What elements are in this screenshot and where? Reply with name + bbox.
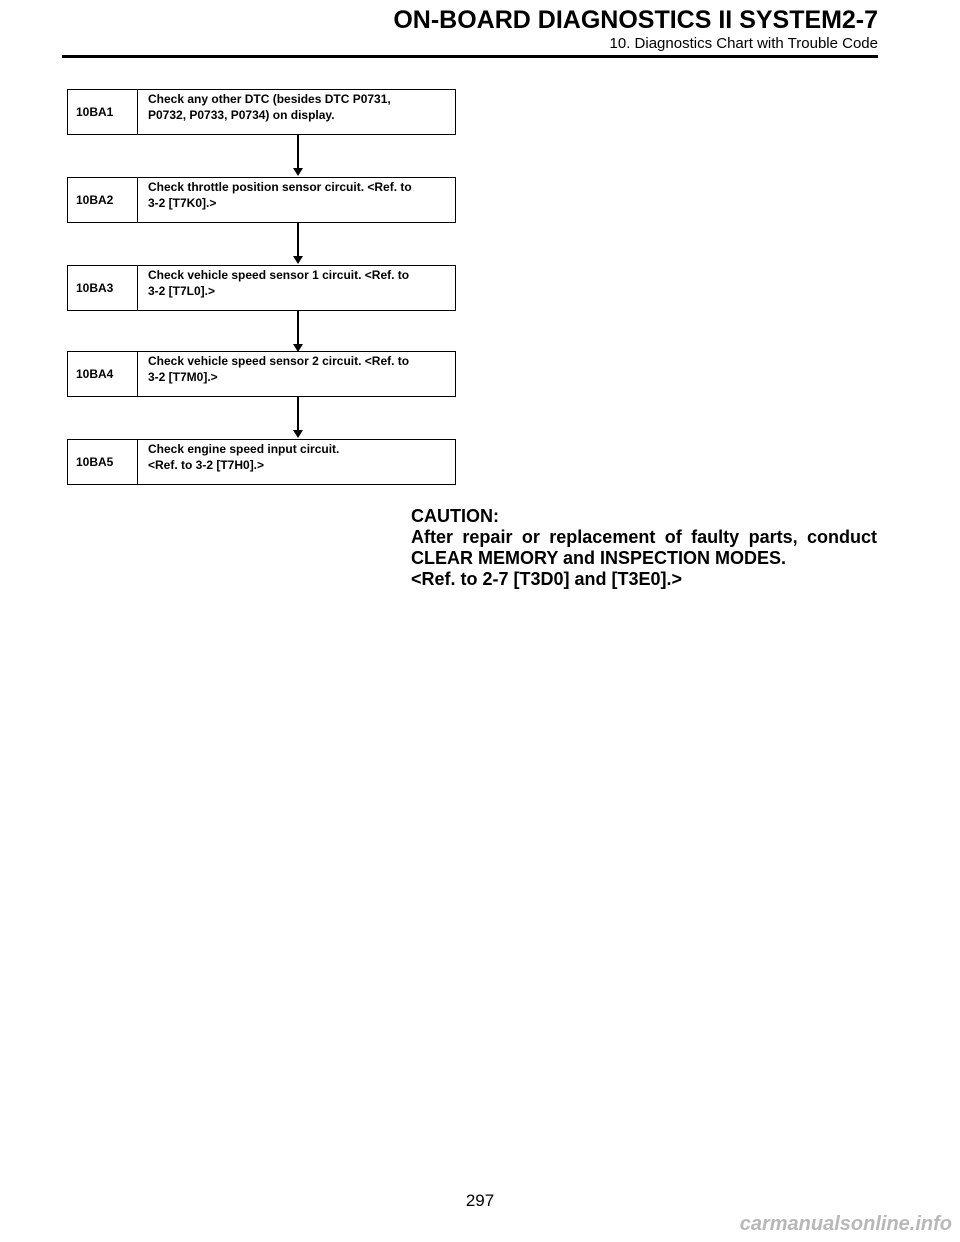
step-text-line: 3-2 [T7M0].> xyxy=(148,370,218,384)
caution-reference: <Ref. to 2-7 [T3D0] and [T3E0].> xyxy=(411,569,683,589)
flow-connector xyxy=(297,223,299,256)
step-text-line: P0732, P0733, P0734) on display. xyxy=(148,108,335,122)
flow-step-4 xyxy=(67,351,456,397)
flow-step-5 xyxy=(67,439,456,485)
step-code: 10BA5 xyxy=(68,440,138,484)
header-title: ON-BOARD DIAGNOSTICS II SYSTEM xyxy=(393,6,842,34)
flow-step-1 xyxy=(67,89,456,135)
arrow-down-icon xyxy=(293,168,303,176)
step-text-line: Check any other DTC (besides DTC P0731, xyxy=(148,92,391,106)
flow-connector xyxy=(297,135,299,168)
caution-text-line: After repair or replacement of faulty parts, conduct xyxy=(411,527,877,547)
section-number: 2-7 xyxy=(841,6,878,34)
flow-connector xyxy=(297,311,299,344)
step-text-line: Check throttle position sensor circuit. <Ref. to xyxy=(148,180,412,194)
page-number: 297 xyxy=(465,1191,495,1210)
step-code: 10BA3 xyxy=(68,266,138,310)
arrow-down-icon xyxy=(293,256,303,264)
step-text xyxy=(138,266,455,310)
step-code: 10BA2 xyxy=(68,178,138,222)
flow-connector xyxy=(297,397,299,430)
header-rule xyxy=(62,55,878,58)
step-text-line: Check engine speed input circuit. xyxy=(148,442,340,456)
step-text-line: <Ref. to 3-2 [T7H0].> xyxy=(148,458,265,472)
step-text xyxy=(138,90,455,134)
arrow-down-icon xyxy=(293,430,303,438)
flow-step-3 xyxy=(67,265,456,311)
step-code: 10BA1 xyxy=(68,90,138,134)
flow-step-2 xyxy=(67,177,456,223)
step-code: 10BA4 xyxy=(68,352,138,396)
caution-note xyxy=(411,506,877,590)
step-text xyxy=(138,178,455,222)
step-text-line: Check vehicle speed sensor 1 circuit. <Ref. to xyxy=(148,268,410,282)
step-text xyxy=(138,352,455,396)
header-subtitle: 10. Diagnostics Chart with Trouble Code xyxy=(609,35,878,52)
step-text xyxy=(138,440,455,484)
step-text-line: 3-2 [T7K0].> xyxy=(148,196,217,210)
caution-heading: CAUTION: xyxy=(411,506,499,526)
watermark-text: carmanualsonline.info xyxy=(739,1213,952,1235)
caution-text-line: CLEAR MEMORY and INSPECTION MODES. xyxy=(411,548,787,568)
step-text-line: 3-2 [T7L0].> xyxy=(148,284,216,298)
step-text-line: Check vehicle speed sensor 2 circuit. <Ref. to xyxy=(148,354,410,368)
